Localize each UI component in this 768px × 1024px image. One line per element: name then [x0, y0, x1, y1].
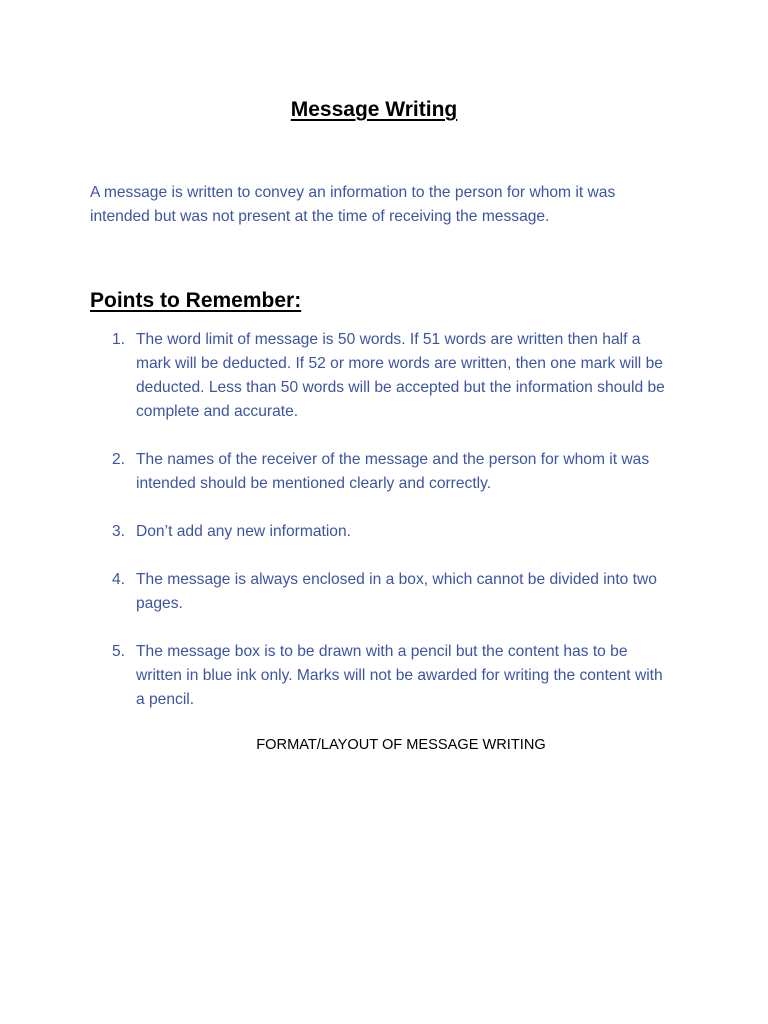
list-item-text: The names of the receiver of the message and the person for whom it was intended should be mentioned clearly and correctly.	[136, 451, 650, 492]
list-item-number: 1.	[112, 331, 126, 348]
list-item-number: 2.	[112, 451, 126, 468]
list-item-text: The word limit of message is 50 words. If 51 words are written then half a mark will be deducted. If 52 or more words are written, then one mark will be deducted. Less than 50 words will be accepted but the information should be complete and accurate.	[136, 331, 665, 420]
points-list	[90, 328, 690, 736]
list-item	[90, 448, 690, 496]
list-item-number: 3.	[112, 523, 126, 540]
list-item	[90, 640, 690, 712]
format-caption: FORMAT/LAYOUT OF MESSAGE WRITING	[256, 737, 546, 753]
list-item-text: The message is always enclosed in a box, which cannot be divided into two pages.	[136, 571, 657, 612]
page-title: Message Writing	[290, 98, 458, 121]
list-item-text: The message box is to be drawn with a pencil but the content has to be written in blue ink only. Marks will not be awarded for writing the content with a pencil.	[136, 643, 663, 708]
list-item	[90, 520, 690, 544]
intro-paragraph: A message is written to convey an information to the person for whom it was intended but was not present at the time of receiving the message.	[90, 184, 616, 225]
list-item-number: 4.	[112, 571, 126, 588]
list-item	[90, 328, 690, 424]
list-item	[90, 568, 690, 616]
list-item-text: Don’t add any new information.	[136, 523, 351, 540]
section-heading: Points to Remember:	[90, 289, 302, 312]
list-item-number: 5.	[112, 643, 126, 660]
